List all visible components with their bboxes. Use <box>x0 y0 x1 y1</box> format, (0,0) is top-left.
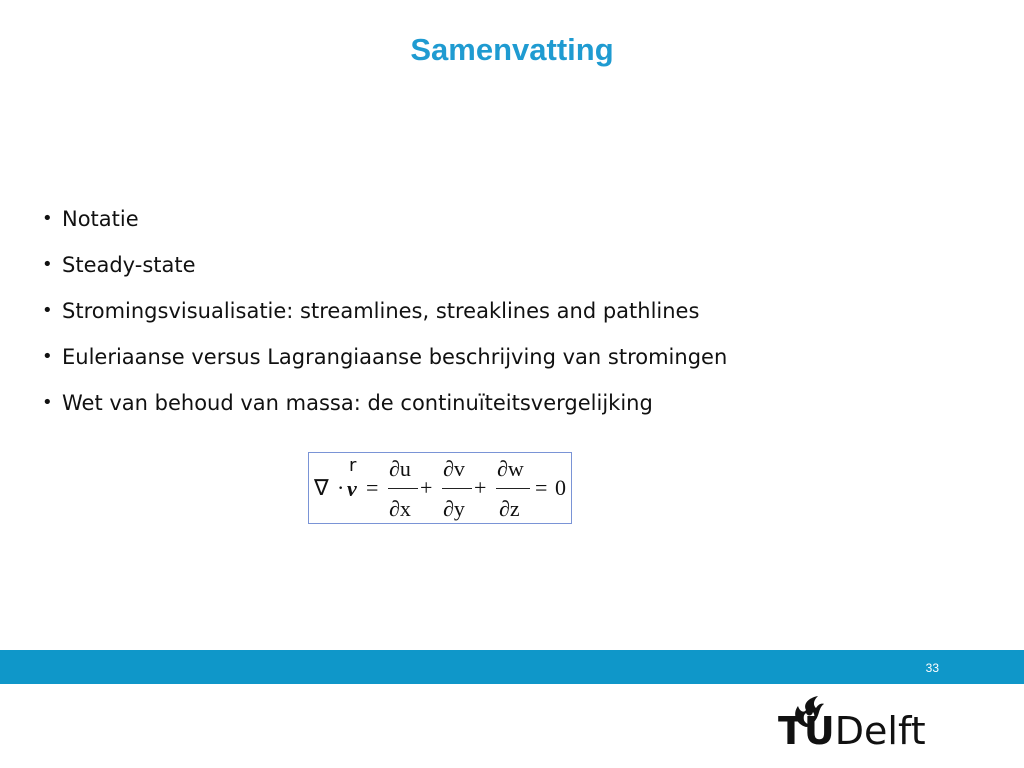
plus-sign: + <box>474 475 487 500</box>
numerator-dv: ∂v <box>443 456 465 481</box>
bullet-text: Steady-state <box>62 253 196 277</box>
numerator-du: ∂u <box>389 456 411 481</box>
bullet-text: Wet van behoud van massa: de continuïteitsvergelijking <box>62 391 653 415</box>
denominator-dy: ∂y <box>443 496 465 521</box>
bullet-item <box>42 334 727 380</box>
bullet-dot: • <box>42 254 53 275</box>
page-number: 33 <box>925 661 939 675</box>
denominator-dz: ∂z <box>499 496 520 521</box>
bullet-dot: • <box>42 208 53 229</box>
bullet-item <box>42 242 727 288</box>
equals-sign: = <box>535 475 548 500</box>
denominator-dx: ∂x <box>389 496 411 521</box>
bullet-dot: • <box>42 392 53 413</box>
bullet-dot: • <box>42 300 53 321</box>
bullet-item <box>42 288 727 334</box>
nabla-symbol: ∇ <box>314 475 329 500</box>
bullet-text: Stromingsvisualisatie: streamlines, streaklines and pathlines <box>62 299 700 323</box>
fraction-line <box>496 488 530 489</box>
bullet-item <box>42 380 727 426</box>
zero-value: 0 <box>555 475 566 500</box>
footer-bar <box>0 650 1024 684</box>
tudelft-logo <box>778 694 948 760</box>
bullet-item <box>42 196 727 242</box>
plus-sign: + <box>420 475 433 500</box>
bullet-text: Notatie <box>62 207 139 231</box>
logo-tu: TU <box>778 709 835 753</box>
bullet-list <box>42 196 727 426</box>
continuity-equation <box>308 452 572 524</box>
logo-wordmark <box>778 709 926 753</box>
slide-title: Samenvatting <box>410 32 614 67</box>
bullet-dot: • <box>42 346 53 367</box>
velocity-vector: v <box>347 476 357 501</box>
logo-delft: Delft <box>834 709 926 753</box>
bullet-text: Euleriaanse versus Lagrangiaanse beschrijving van stromingen <box>62 345 728 369</box>
vector-arrow: r <box>349 455 357 476</box>
numerator-dw: ∂w <box>497 456 524 481</box>
fraction-line <box>388 488 418 489</box>
equals-sign: = <box>366 475 379 500</box>
dot-operator: · <box>337 475 345 500</box>
fraction-line <box>442 488 472 489</box>
